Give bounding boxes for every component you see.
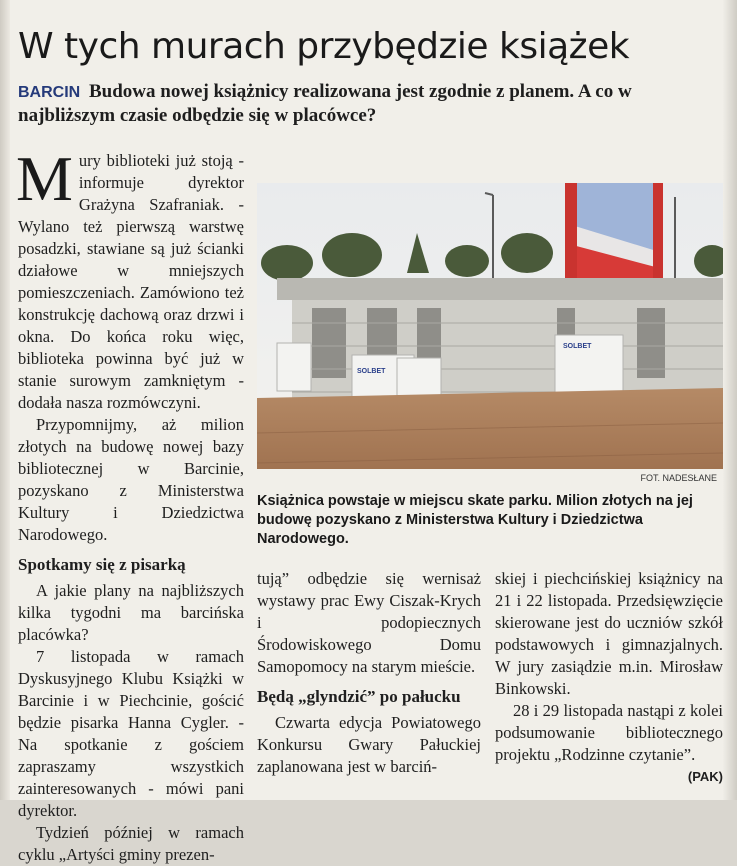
- paragraph-2: Przypomnijmy, aż milion złotych na budowę nowej bazy bibliotecznej w Barcinie, pozyskano z Ministerstwa Kultury i Dziedzictwa Narodowego.: [18, 415, 244, 544]
- paragraph-6: tują” odbędzie się wernisaż wystawy prac Ewy Ciszak-Krych i podopiecznych Środowiskowego Domu Samopomocy na starym mieście.: [257, 569, 481, 676]
- adjacent-page-edge-left: [0, 0, 10, 800]
- photo-credit: FOT. NADESŁANE: [640, 473, 717, 483]
- subheading-writer: Spotkamy się z pisarką: [18, 555, 186, 574]
- location-tag: BARCIN: [18, 84, 81, 101]
- svg-text:SOLBET: SOLBET: [357, 368, 386, 375]
- lead-text: Budowa nowej książnicy realizowana jest zgodnie z planem. A co w najbliższym czasie odbędzie się w placówce?: [18, 81, 632, 126]
- paragraph-4: 7 listopada w ramach Dyskusyjnego Klubu Książki w Barcinie i w Piechcinie, gościć będzie pisarka Hanna Cygler. - Na spotkanie z gościem zapraszamy wszystkich zainteresowanych - mówi pani dyrektor.: [18, 647, 244, 820]
- paragraph-7: Czwarta edycja Powiatowego Konkursu Gwary Pałuckiej zaplanowana jest w barciń-: [257, 713, 481, 776]
- article-lead: [18, 80, 718, 127]
- drop-cap: M: [16, 143, 73, 214]
- column-3: [495, 568, 723, 788]
- construction-photo: [257, 183, 723, 485]
- subheading-dialect: Będą „glyndzić” po pałucku: [257, 687, 461, 706]
- paragraph-5: Tydzień później w ramach cyklu „Artyści gminy prezen-: [18, 823, 244, 864]
- paragraph-1: Mury biblioteki już stoją - informuje dyrektor Grażyna Szafraniak. - Wylano też pierwszą warstwę posadzki, stawiane są już ścianki działowe w mniejszych pomieszczeniach. Zamówiono też konstrukcję dachową oraz drzwi i okna. Do końca roku więc, biblioteka powinna być już w stanie surowym zamkniętym - dodała nasza rozmówczyni.: [16, 143, 244, 412]
- adjacent-page-edge-right: [723, 0, 737, 800]
- paragraph-9: 28 i 29 listopada nastąpi z kolei podsumowanie bibliotecznego projektu „Rodzinne czytanie”. (PAK): [495, 700, 723, 766]
- paragraph-3: A jakie plany na najbliższych kilka tygodni ma barcińska placówka?: [18, 581, 244, 644]
- author-signature: (PAK): [687, 769, 723, 784]
- svg-text:SOLBET: SOLBET: [563, 343, 592, 350]
- paragraph-8: skiej i piechcińskiej książnicy na 21 i 22 listopada. Przedsięwzięcie skierowane jest do uczniów szkół podstawowych i gimnazjalnych. W jury zasiądzie m.in. Mirosław Binkowski.: [495, 569, 723, 698]
- photo-caption: Książnica powstaje w miejscu skate parku. Milion złotych na jej budowę pozyskano z Ministerstwa Kultury i Dziedzictwa Narodowego.: [257, 493, 693, 547]
- column-1: [16, 143, 244, 866]
- column-2: [257, 568, 481, 778]
- article-headline: W tych murach przybędzie książek: [18, 26, 630, 67]
